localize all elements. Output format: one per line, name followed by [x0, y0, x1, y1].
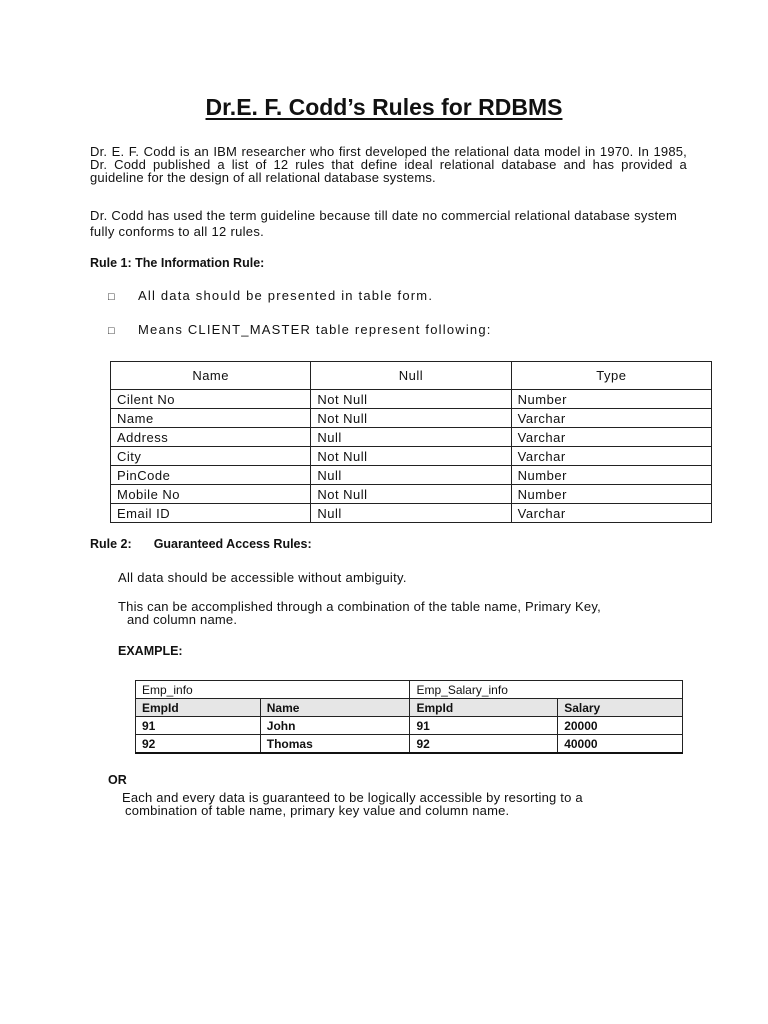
- table-cell: Varchar: [511, 504, 711, 523]
- rule1-bullet-2: [108, 322, 492, 337]
- table-cell: PinCode: [111, 466, 311, 485]
- rule1-bullet-1: [108, 288, 433, 303]
- rule2-paragraph-1: All data should be accessible without ambiguity.: [118, 570, 407, 585]
- column-header: Salary: [558, 699, 683, 717]
- column-header: EmpId: [410, 699, 558, 717]
- paragraph-line: combination of table name, primary key value and column name.: [125, 803, 510, 818]
- table-group-row: [136, 681, 683, 699]
- table-cell: Null: [311, 428, 511, 447]
- example-label: EXAMPLE:: [118, 644, 183, 658]
- table-row: [111, 428, 712, 447]
- table-cell: Email ID: [111, 504, 311, 523]
- table-row: [111, 485, 712, 504]
- column-header: Name: [111, 362, 311, 390]
- column-header: EmpId: [136, 699, 261, 717]
- table-cell: John: [260, 717, 410, 735]
- table-row: [111, 409, 712, 428]
- intro-paragraph: Dr. E. F. Codd is an IBM researcher who first developed the relational data model in 1970. In 1985, Dr. Codd published a list of 12 rules that define ideal relational database and has provided a guideline for the design of all relational database systems.: [90, 144, 687, 185]
- table-cell: 92: [136, 735, 261, 754]
- table-row: [111, 447, 712, 466]
- table-cell: Varchar: [511, 428, 711, 447]
- table-cell: 91: [136, 717, 261, 735]
- column-header: Name: [260, 699, 410, 717]
- guideline-note: Dr. Codd has used the term guideline because till date no commercial relational database system fully conforms to all 12 rules.: [90, 208, 678, 239]
- rule2-title: Guaranteed Access Rules:: [153, 537, 312, 551]
- table-cell: Address: [111, 428, 311, 447]
- table-cell: Not Null: [311, 390, 511, 409]
- rule2-number: Rule 2:: [90, 537, 132, 551]
- table-row: [111, 390, 712, 409]
- table-cell: Cilent No: [111, 390, 311, 409]
- table-cell: Name: [111, 409, 311, 428]
- table-cell: Number: [511, 390, 711, 409]
- table-cell: 20000: [558, 717, 683, 735]
- table-cell: Null: [311, 504, 511, 523]
- table-cell: Number: [511, 485, 711, 504]
- column-header: Null: [311, 362, 511, 390]
- employee-example-table: [135, 680, 683, 754]
- table-cell: 40000: [558, 735, 683, 754]
- column-header: Type: [511, 362, 711, 390]
- bullet-text: Means CLIENT_MASTER table represent following:: [138, 322, 492, 337]
- table-row: [111, 504, 712, 523]
- client-master-table: [110, 361, 712, 523]
- bullet-text: All data should be presented in table form.: [138, 288, 434, 303]
- or-label: OR: [108, 773, 127, 787]
- table-cell: City: [111, 447, 311, 466]
- paragraph-line: Each and every data is guaranteed to be logically accessible by resorting to a: [122, 790, 583, 805]
- table-cell: Varchar: [511, 409, 711, 428]
- table-header-row: [111, 362, 712, 390]
- group-header-emp-salary-info: Emp_Salary_info: [410, 681, 683, 699]
- table-cell: Mobile No: [111, 485, 311, 504]
- group-header-emp-info: Emp_info: [136, 681, 410, 699]
- table-cell: Varchar: [511, 447, 711, 466]
- table-cell: Thomas: [260, 735, 410, 754]
- rule2-paragraph-3: [122, 791, 583, 817]
- table-cell: 92: [410, 735, 558, 754]
- table-cell: 91: [410, 717, 558, 735]
- rule1-heading: Rule 1: The Information Rule:: [90, 256, 265, 270]
- table-row: [136, 735, 683, 754]
- bullet-icon: □: [108, 325, 115, 337]
- rule2-paragraph-2: [118, 600, 601, 626]
- table-cell: Null: [311, 466, 511, 485]
- table-row: [136, 717, 683, 735]
- table-cell: Not Null: [311, 447, 511, 466]
- paragraph-line: This can be accomplished through a combination of the table name, Primary Key,: [118, 599, 601, 614]
- table-cell: Number: [511, 466, 711, 485]
- rule2-heading: [90, 537, 312, 551]
- table-header-row: [136, 699, 683, 717]
- page-title: Dr.E. F. Codd’s Rules for RDBMS: [205, 94, 563, 120]
- table-cell: Not Null: [311, 485, 511, 504]
- paragraph-line: and column name.: [127, 612, 238, 627]
- table-row: [111, 466, 712, 485]
- table-cell: Not Null: [311, 409, 511, 428]
- bullet-icon: □: [108, 291, 115, 303]
